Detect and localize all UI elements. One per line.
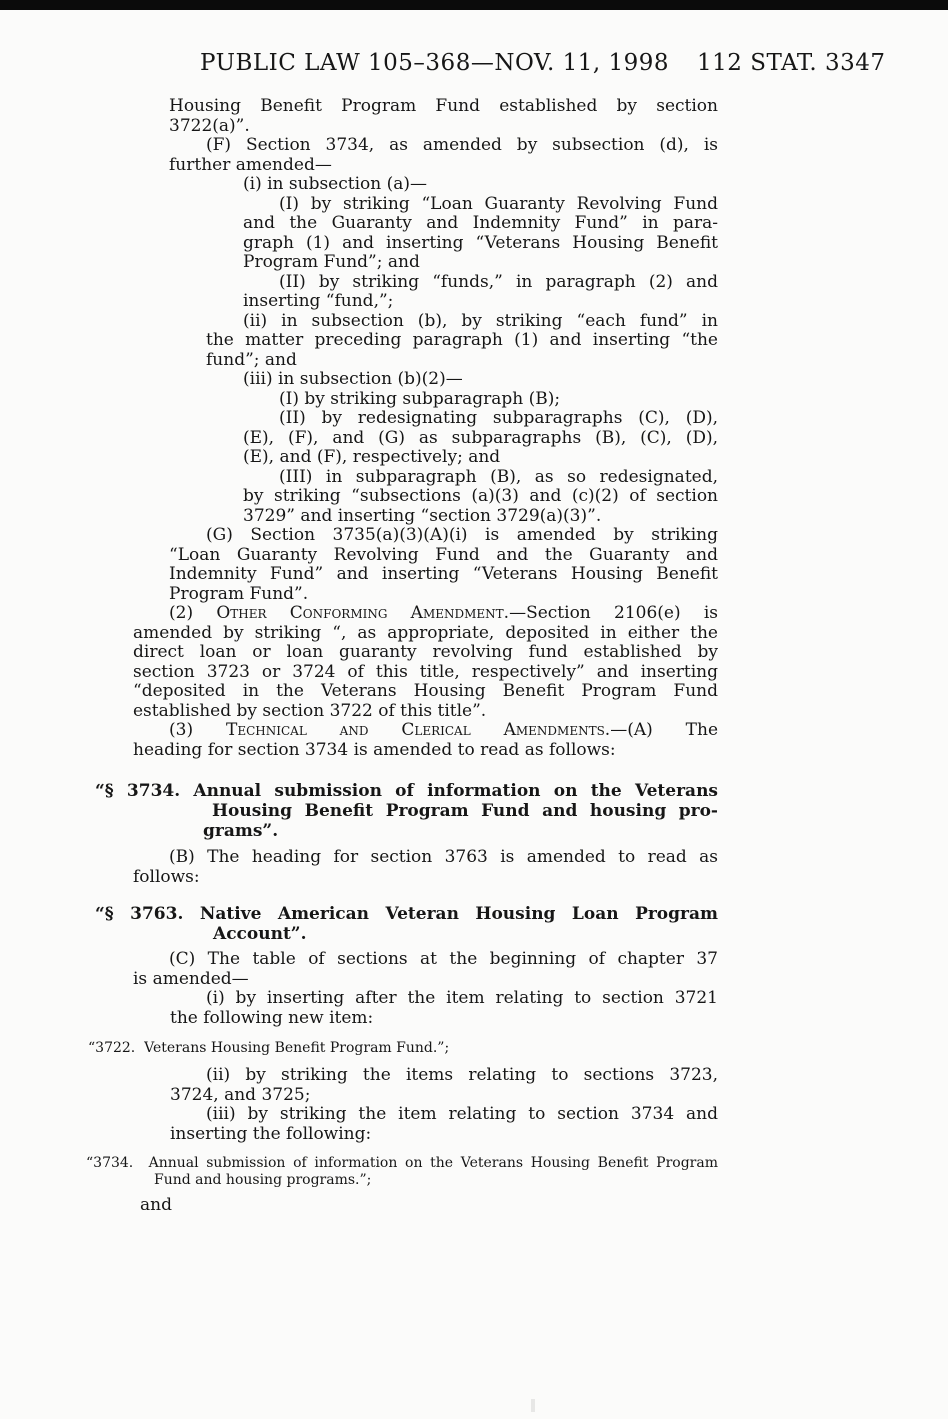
scan-artifact: [531, 1399, 535, 1412]
text-line: 3724, and 3725;: [170, 1084, 311, 1105]
text-line: (B) The heading for section 3763 is amended to read as: [169, 847, 718, 867]
text-line: (I) by striking subparagraph (B);: [279, 388, 561, 409]
text-line: (II) by striking “funds,” in paragraph (2) and: [279, 271, 718, 292]
text-line: (E), (F), and (G) as subparagraphs (B), (C), (D),: [243, 427, 718, 448]
document-body: [86, 97, 718, 1216]
text-line: and: [140, 1195, 172, 1215]
stat-page-number: 112 STAT. 3347: [697, 50, 886, 76]
page-header: [0, 50, 948, 78]
text-line: (i) by inserting after the item relating to section 3721: [206, 988, 718, 1008]
text-line: (iii) in subsection (b)(2)—: [243, 369, 463, 389]
text-segment: (3): [169, 720, 226, 740]
text-segment: —Section 2106(e) is: [509, 603, 718, 623]
text-line: Indemnity Fund” and inserting “Veterans Housing Benefit: [169, 564, 718, 584]
text-line: (III) in subparagraph (B), as so redesignated,: [279, 466, 718, 487]
text-line: follows:: [133, 866, 200, 887]
section-heading-line: grams”.: [203, 821, 279, 841]
text-line: (II) by redesignating subparagraphs (C), (D),: [279, 408, 718, 428]
text-line: section 3723 or 3724 of this title, respectively” and inserting: [133, 661, 718, 682]
text-segment: (2): [169, 603, 217, 623]
text-line: further amended—: [169, 154, 332, 175]
text-line: by striking “subsections (a)(3) and (c)(2) of section: [243, 486, 718, 506]
text-line: “Loan Guaranty Revolving Fund and the Guaranty and: [169, 544, 718, 565]
text-line: inserting the following:: [170, 1123, 372, 1144]
text-line: [86, 721, 718, 741]
table-item-line: Fund and housing programs.”;: [154, 1172, 372, 1188]
table-item-line: “3722. Veterans Housing Benefit Program Fund.”;: [88, 1040, 450, 1056]
text-line: the matter preceding paragraph (1) and inserting “the: [206, 330, 718, 350]
section-heading-line: Housing Benefit Program Fund and housing pro-: [212, 801, 718, 821]
text-line: (ii) by striking the items relating to sections 3723,: [206, 1065, 718, 1085]
section-heading-line: “§ 3763. Native American Veteran Housing Loan Program: [95, 904, 718, 924]
text-line: (iii) by striking the item relating to section 3734 and: [206, 1104, 718, 1124]
text-line: fund”; and: [206, 349, 297, 370]
text-line: Housing Benefit Program Fund established by section: [169, 96, 718, 116]
text-line: inserting “fund,”;: [243, 291, 394, 311]
table-item-line: “3734. Annual submission of information on the Veterans Housing Benefit Program: [86, 1155, 718, 1171]
text-line: established by section 3722 of this title”.: [133, 700, 487, 721]
text-line: 3729” and inserting “section 3729(a)(3)”.: [243, 505, 602, 526]
text-line: [86, 604, 718, 624]
text-line: Program Fund”.: [169, 583, 309, 604]
text-line: graph (1) and inserting “Veterans Housing Benefit: [243, 232, 718, 253]
scan-edge-bar: [0, 0, 948, 10]
section-heading-line: “§ 3734. Annual submission of information on the Veterans: [95, 781, 718, 801]
text-line: and the Guaranty and Indemnity Fund” in para-: [243, 213, 718, 233]
section-heading-line: Account”.: [213, 924, 307, 944]
text-line: direct loan or loan guaranty revolving fund established by: [133, 642, 718, 662]
small-caps-text: Technical and Clerical Amendments.: [225, 720, 611, 740]
text-line: (G) Section 3735(a)(3)(A)(i) is amended by striking: [206, 525, 718, 545]
text-line: “deposited in the Veterans Housing Benefit Program Fund: [133, 681, 718, 701]
text-line: the following new item:: [170, 1007, 374, 1028]
text-line: (C) The table of sections at the beginning of chapter 37: [169, 949, 718, 969]
text-line: heading for section 3734 is amended to read as follows:: [133, 739, 616, 760]
text-line: (E), and (F), respectively; and: [243, 447, 501, 467]
law-number-heading: PUBLIC LAW 105–368—NOV. 11, 1998: [200, 50, 670, 76]
text-line: 3722(a)”.: [169, 115, 250, 136]
text-segment: —(A) The: [610, 720, 719, 740]
text-line: Program Fund”; and: [243, 252, 420, 272]
text-line: (F) Section 3734, as amended by subsection (d), is: [206, 135, 718, 155]
small-caps-text: Other Conforming Amendment.: [216, 603, 510, 623]
text-line: (i) in subsection (a)—: [243, 174, 428, 194]
text-line: (I) by striking “Loan Guaranty Revolving Fund: [279, 193, 718, 214]
text-line: (ii) in subsection (b), by striking “each fund” in: [243, 310, 718, 331]
text-line: amended by striking “, as appropriate, deposited in either the: [133, 622, 718, 643]
text-line: is amended—: [133, 968, 249, 989]
